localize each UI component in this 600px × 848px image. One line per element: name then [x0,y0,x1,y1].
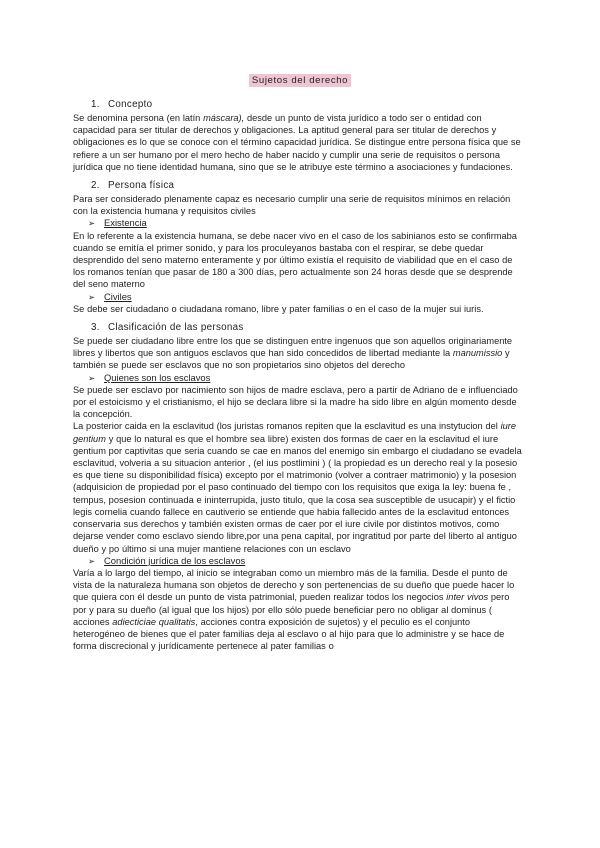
text-run: Se puede ser ciudadano libre entre los que se distinguen entre ingenuos que son aquellos originariamente libres y libertos que son antiguos esclavos que han sido concedidos de libertad mediante la [73,336,513,359]
paragraph-caida-esclavitud [73,420,523,554]
paragraph-quienes-esclavos: Se puede ser esclavo por nacimiento son hijos de madre esclava, pero a partir de Adriano de e influenciado por el estoicismo y el cristianismo, el hijo se declara libre si la madre ha sido libre en algún momento desde la concepción. [73,384,518,420]
paragraph-persona-fisica-intro: Para ser considerado plenamente capaz es necesario cumplir una serie de requisitos mínimos en relación con la existencia humana y requisitos civiles [73,194,511,217]
text-run: , acciones contra exposición de sujetos) y el peculio es el conjunto heterogéneo de bienes que el pater familias deja al esclavo o al hijo para que lo administre y se hace de forma discrecional y jurídicamente pertenece al pater familias o [73,616,505,652]
section-title: Concepto [108,99,153,110]
arrow-bullet-icon: ➢ [88,372,96,383]
section-title: Clasificación de las personas [108,322,244,334]
text-run: Se denomina persona (en latín [73,113,204,123]
subheading-quienes-esclavos [88,372,600,384]
italic-term: adiecticiae qualitatis [112,616,196,627]
text-run: y que lo natural es que el hombre sea libre) existen dos formas de caer en la esclavitud el iure gentium por captivitas que seria cuando se cae en manos del enemigo sin embargo el ciudadano se evadela esclavitud, volveria a su situacion anterior , (el ius postlimini ) ( la propiedad es un derecho real y la posesio es que tiene su disponibilidad física) excepto por el matrimonio (volver a contraer matrimonio) y la posesion (adquisicion de propiedad por el paso continuado del tiempo con los requisitos que exiga la ley: buena fe , tempus, posesion continuada e ininterrupida, justo titulo, que la cosa sea susceptible de usucapir) y el fictio legis cornelia cuando fallece en cautiverio se entiende que habia fallecido antes de la esclavitud entonces conservaria sus derechos y también existen ormas de caer por el iure civile por distintos motivos, como dejarse vender como esclavo siendo libre,por una pena capital, por ingratitud por parte del liberto al antiguo dueño y po último si una mujer mantiene relaciones con un esclavo [73,433,522,554]
page-title: Sujetos del derecho [249,74,351,87]
paragraph-existencia: En lo referente a la existencia humana, se debe nacer vivo en el caso de los sabinianos esto se confirmaba cuando se emitía el primer sonido, y para los proculeyanos bastaba con el respirar, se debe quedar desprendido del seno materno enteramente y por último existía el requisito de viabilidad que en el caso de los romanos tenían que pasar de 180 a 300 días, pero actualmente son 24 horas desde que se desprende del seno materno [73,230,517,290]
subheading-label: Quienes son los esclavos [104,371,211,383]
text-run: La posterior caida en la esclavitud (los juristas romanos repiten que la esclavitud es una instytucion del [73,421,501,432]
subheading-label: Existencia [104,217,147,229]
arrow-bullet-icon: ➢ [88,291,96,302]
text-run: pero por y para su dueño (al igual que los hijos) por ello sólo puede beneficiar pero no obligar al dominus ( acciones [73,592,510,627]
section-number: 1. [91,99,100,110]
text-run: desde un punto de vista jurídico a todo ser o entidad con capacidad para ser titular de derechos y obligaciones. La aptitud general para ser titular de derechos y obligaciones es lo que se conoce con el término capacidad jurídica. Se distingue entre persona física que se refiere a un ser humano por el mero hecho de haber nacido y cumplir una serie de requisitos o persona jurídica que no tiene identidad humana, sino que se le atribuye este término a asociaciones y fundaciones. [73,113,521,172]
paragraph-civiles: Se debe ser ciudadano o ciudadana romano, libre y pater familias o en el caso de la mujer sui iuris. [73,303,484,314]
arrow-bullet-icon: ➢ [88,555,96,566]
subheading-condicion-juridica [88,555,600,567]
section-heading-concepto [91,98,600,111]
section-number: 2. [91,180,100,192]
section-heading-persona-fisica [91,179,600,192]
section-title: Persona física [108,180,175,192]
text-run: y también se puede ser esclavos que no son propietarios sino objetos del derecho [73,348,510,371]
text-run: Varía a lo largo del tiempo, al inicio se integraban como un miembro más de la familia. Desde el punto de vista de la naturaleza humana son objetos de derecho y son pertenencias de su dueño que puede hacer lo que quiera con él desde un punto de vista patrimonial, pueden realizar todos los negocios [73,567,515,603]
italic-term: iure gentium [73,421,517,444]
italic-term: manumissio [452,348,503,359]
paragraph-condicion-juridica [73,567,523,652]
italic-term: inter vivos [446,592,489,603]
italic-term: máscara), [203,113,245,123]
paragraph-clasificacion-intro [73,335,523,372]
section-heading-clasificacion [91,321,600,334]
subheading-civiles [88,291,600,303]
arrow-bullet-icon: ➢ [88,218,96,229]
section-number: 3. [91,322,100,334]
subheading-label: Condición jurídica de los esclavos [104,554,246,566]
subheading-label: Civiles [104,290,132,302]
title-row [73,70,527,88]
paragraph-concepto [73,112,523,173]
subheading-existencia [88,217,600,229]
